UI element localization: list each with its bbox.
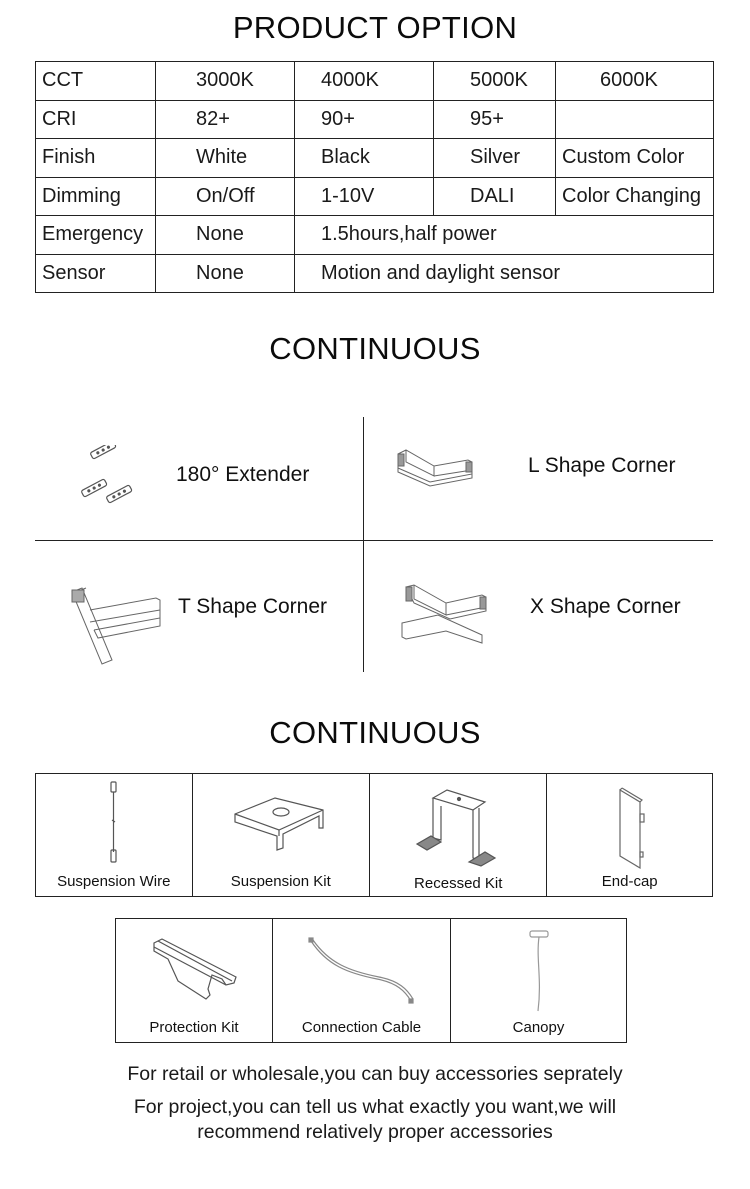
protection-kit-icon <box>116 937 272 1005</box>
cell: 5000K <box>434 62 556 101</box>
l-corner-icon <box>394 448 478 490</box>
x-corner-icon <box>398 583 494 647</box>
cell: Motion and daylight sensor <box>295 254 714 293</box>
product-option-title: PRODUCT OPTION <box>232 10 518 45</box>
table-row-cct <box>36 62 714 101</box>
table-row-cri <box>36 100 714 139</box>
cell: None <box>156 216 295 255</box>
accessory-label: Connection Cable <box>301 1019 422 1036</box>
cell <box>556 100 714 139</box>
end-cap-icon <box>547 786 712 872</box>
cell: Color Changing <box>556 177 714 216</box>
accessory-protection-kit <box>116 919 273 1042</box>
note-retail: For retail or wholesale,you can buy accessories seprately <box>127 1063 623 1085</box>
accessory-label: Protection Kit <box>149 1019 239 1036</box>
product-option-table <box>35 61 714 293</box>
table-row-dimming <box>36 177 714 216</box>
accessories-title: CONTINUOUS <box>269 715 481 750</box>
cell: White <box>156 139 295 178</box>
suspension-kit-icon <box>193 792 369 854</box>
connection-cable-icon <box>273 937 450 1007</box>
connector-label: X Shape Corner <box>530 595 681 618</box>
cell: 95+ <box>434 100 556 139</box>
accessories-row-2 <box>115 918 627 1043</box>
cell: 6000K <box>556 62 714 101</box>
accessory-suspension-wire <box>36 774 193 896</box>
row-label: Finish <box>36 139 156 178</box>
table-row-emergency <box>36 216 714 255</box>
cell: Black <box>295 139 434 178</box>
recessed-kit-icon <box>370 788 546 868</box>
cell: 82+ <box>156 100 295 139</box>
extender-plates-icon <box>78 445 140 505</box>
accessory-recessed-kit <box>370 774 547 896</box>
accessory-label: Canopy <box>512 1019 565 1036</box>
canopy-icon <box>451 929 626 1013</box>
row-label: CRI <box>36 100 156 139</box>
cell: Custom Color <box>556 139 714 178</box>
cell: 4000K <box>295 62 434 101</box>
row-label: Dimming <box>36 177 156 216</box>
cell: 1-10V <box>295 177 434 216</box>
connector-item-l-corner <box>394 448 675 490</box>
note-project-line2: recommend relatively proper accessories <box>197 1121 553 1143</box>
connector-label: 180° Extender <box>176 463 310 486</box>
cell: Silver <box>434 139 556 178</box>
grid-divider-vertical <box>363 417 364 672</box>
connector-item-x-corner <box>398 583 681 647</box>
connectors-title: CONTINUOUS <box>269 331 481 366</box>
cell: None <box>156 254 295 293</box>
accessory-end-cap <box>547 774 712 896</box>
connector-label: L Shape Corner <box>528 454 676 477</box>
connector-item-extender <box>78 445 309 505</box>
grid-divider-horizontal <box>35 540 713 541</box>
accessory-label: Suspension Kit <box>230 873 331 890</box>
connector-item-t-corner <box>68 582 327 666</box>
accessories-row-1 <box>35 773 713 897</box>
accessory-suspension-kit <box>193 774 370 896</box>
note-project-line1: For project,you can tell us what exactly you want,we will <box>133 1096 617 1118</box>
accessory-label: End-cap <box>601 873 658 890</box>
cell: 1.5hours,half power <box>295 216 714 255</box>
accessory-canopy <box>451 919 626 1042</box>
row-label: Sensor <box>36 254 156 293</box>
cell: 90+ <box>295 100 434 139</box>
accessory-connection-cable <box>273 919 451 1042</box>
suspension-wire-icon <box>36 780 192 864</box>
accessory-label: Recessed Kit <box>414 875 503 892</box>
accessory-label: Suspension Wire <box>57 873 171 890</box>
t-corner-icon <box>68 582 164 666</box>
cell: On/Off <box>156 177 295 216</box>
row-label: CCT <box>36 62 156 101</box>
cell: DALI <box>434 177 556 216</box>
table-row-finish <box>36 139 714 178</box>
connector-label: T Shape Corner <box>178 595 328 618</box>
row-label: Emergency <box>36 216 156 255</box>
cell: 3000K <box>156 62 295 101</box>
table-row-sensor <box>36 254 714 293</box>
